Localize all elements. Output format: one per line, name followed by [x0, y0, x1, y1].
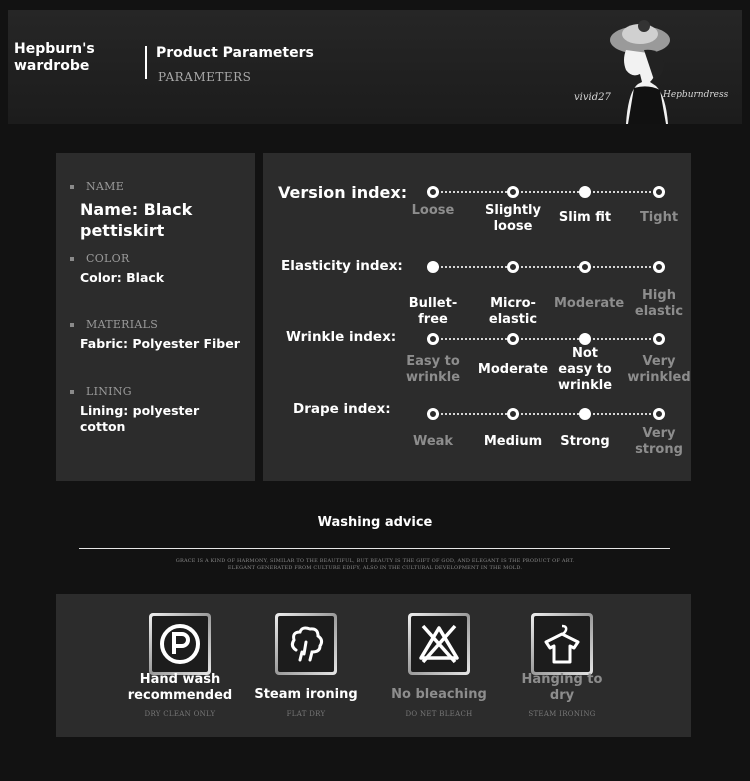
- care-label: Steam ironing: [254, 687, 358, 702]
- care-icon-frame: [149, 613, 211, 675]
- name-value: Name: Black pettiskirt: [80, 200, 193, 240]
- product-info-panel: [56, 153, 255, 481]
- care-icon-frame: [408, 613, 470, 675]
- steam-iron-icon: [278, 616, 334, 672]
- index-option-label: Very strong: [635, 426, 683, 457]
- index-scale-node: [579, 261, 591, 273]
- index-option-label: Slightly loose: [485, 203, 541, 234]
- name-label: NAME: [86, 180, 125, 193]
- care-sublabel: STEAM IRONING: [528, 710, 596, 718]
- index-option-label: Micro-elastic: [488, 296, 538, 327]
- index-option-label: Bullet-free: [408, 296, 458, 327]
- header-banner: [8, 10, 742, 124]
- hang-dry-icon: [534, 616, 590, 672]
- lining-label: LINING: [86, 385, 132, 398]
- care-icon-frame: [531, 613, 593, 675]
- index-option-label: Very wrinkled: [627, 354, 691, 385]
- index-scale-node: [653, 408, 665, 420]
- index-scale-line: [433, 266, 659, 268]
- care-label: Hand wash recommended: [127, 672, 233, 703]
- signature-right: Hepburndress: [663, 90, 729, 100]
- header-divider: [145, 46, 147, 79]
- index-scale-line: [433, 191, 659, 193]
- materials-value: Fabric: Polyester Fiber: [80, 336, 240, 351]
- index-title: Version index:: [278, 183, 408, 202]
- index-scale-node: [653, 186, 665, 198]
- index-scale-node: [579, 333, 591, 345]
- washing-title: Washing advice: [317, 515, 433, 530]
- index-option-label: Slim fit: [558, 210, 612, 225]
- color-label: COLOR: [86, 252, 130, 265]
- washing-quote-line1: GRACE IS A KIND OF HARMONY, SIMILAR TO THE BEAUTIFUL, BUT BEAUTY IS THE GIFT OF GOD, AND ELEGANT IS THE PRODUCT OF ART.: [175, 558, 575, 564]
- page-subtitle: PARAMETERS: [158, 70, 252, 84]
- index-option-label: Tight: [639, 210, 679, 225]
- index-scale-node: [579, 408, 591, 420]
- index-option-label: Weak: [412, 434, 454, 449]
- index-scale-node: [579, 186, 591, 198]
- index-option-label: Moderate: [554, 296, 625, 311]
- care-instructions-panel: [56, 594, 691, 737]
- signature-left: vivid27: [574, 92, 611, 103]
- index-scale-node: [507, 333, 519, 345]
- index-option-label: Moderate: [477, 362, 549, 377]
- brand-name: Hepburn's wardrobe: [14, 41, 95, 74]
- materials-label: MATERIALS: [86, 318, 159, 331]
- index-option-label: Strong: [560, 434, 610, 449]
- index-scale-node: [507, 261, 519, 273]
- index-scale-line: [433, 413, 659, 415]
- color-value: Color: Black: [80, 270, 165, 285]
- no-bleach-icon: [411, 616, 467, 672]
- index-scale-node: [427, 186, 439, 198]
- dry-clean-p-icon: [152, 616, 208, 672]
- index-option-label: Easy to wrinkle: [405, 354, 461, 385]
- index-scale-node: [653, 261, 665, 273]
- care-sublabel: DO NET BLEACH: [405, 710, 473, 718]
- page-title: Product Parameters: [156, 45, 314, 61]
- index-option-label: Not easy to wrinkle: [557, 346, 613, 393]
- index-scale-node: [427, 261, 439, 273]
- index-option-label: Medium: [483, 434, 543, 449]
- index-option-label: High elastic: [634, 288, 684, 319]
- care-sublabel: DRY CLEAN ONLY: [144, 710, 216, 718]
- lining-value: Lining: polyester cotton: [80, 403, 200, 434]
- lady-portrait-illustration: [598, 12, 688, 124]
- index-scale-node: [427, 333, 439, 345]
- washing-divider: [79, 548, 670, 549]
- index-scale-node: [507, 408, 519, 420]
- care-icon-frame: [275, 613, 337, 675]
- index-title: Wrinkle index:: [286, 329, 397, 345]
- index-option-label: Loose: [411, 203, 455, 218]
- index-scale-line: [433, 338, 659, 340]
- index-scale-node: [653, 333, 665, 345]
- care-label: No bleaching: [391, 687, 487, 702]
- index-title: Drape index:: [293, 401, 391, 417]
- index-title: Elasticity index:: [281, 258, 403, 274]
- washing-quote-line2: ELEGANT GENERATED FROM CULTURE EDIFY, ALSO IN THE CULTURAL DEVELOPMENT IN THE MOLD.: [227, 565, 523, 571]
- washing-quote: [140, 558, 610, 572]
- index-scale-node: [427, 408, 439, 420]
- care-label: Hanging to dry: [521, 672, 603, 703]
- product-index-panel: [263, 153, 691, 481]
- index-scale-node: [507, 186, 519, 198]
- care-sublabel: FLAT DRY: [286, 710, 326, 718]
